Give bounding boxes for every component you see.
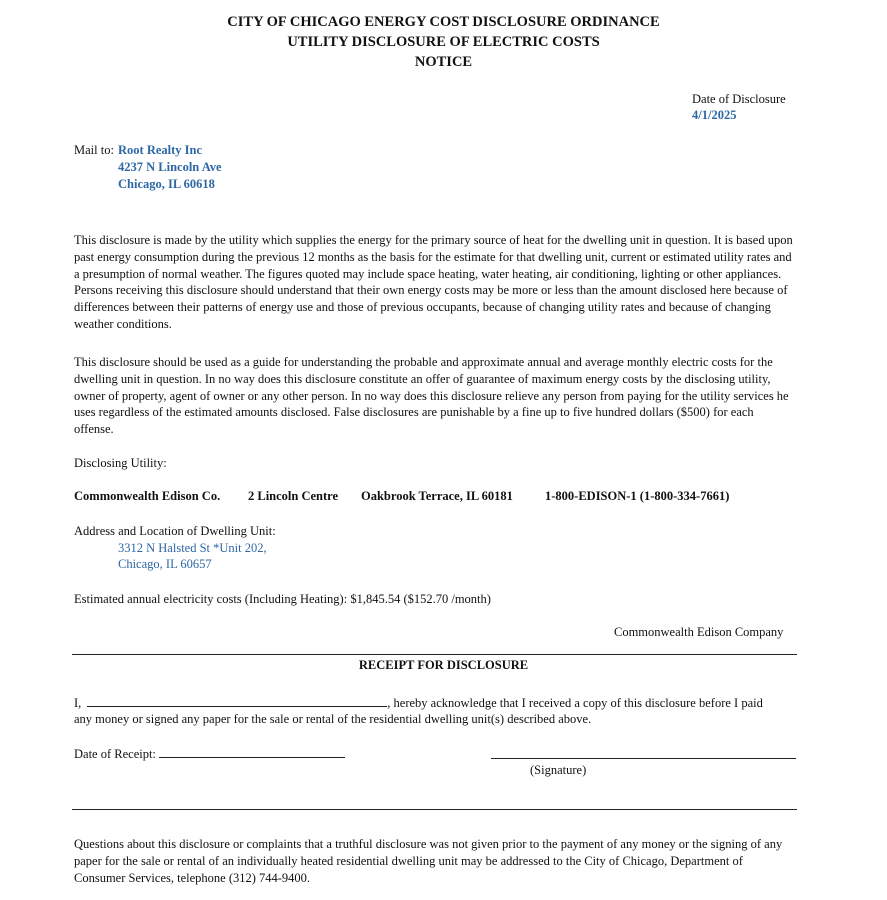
title-line-1: CITY OF CHICAGO ENERGY COST DISCLOSURE ORDINANCE — [227, 14, 660, 30]
section-divider-top — [72, 654, 797, 655]
dwelling-address-label: Address and Location of Dwelling Unit: — [74, 524, 276, 538]
date-of-receipt-line — [74, 746, 345, 762]
mail-to-street: 4237 N Lincoln Ave — [118, 160, 222, 174]
disclosing-utility-label: Disclosing Utility: — [74, 456, 167, 470]
dwelling-city: Chicago, IL 60657 — [118, 557, 212, 571]
mail-to-name: Root Realty Inc — [118, 143, 203, 157]
estimated-cost-label: Estimated annual electricity costs (Including Heating): — [74, 592, 348, 606]
signature-label: (Signature) — [530, 763, 587, 777]
date-of-receipt-label: Date of Receipt: — [74, 747, 156, 761]
utility-city: Oakbrook Terrace, IL 60181 — [361, 489, 513, 503]
date-of-receipt-blank[interactable] — [159, 746, 345, 758]
disclosure-paragraph-1: This disclosure is made by the utility which supplies the energy for the primary source of heat for the dwelling unit in question. It is based upon past energy consumption during the previous 12 months as the basis for the estimate for that dwelling unit, current or estimated utility rates and a presumption of normal weather. The figures quoted may include space heating, water heating, air conditioning, lighting or other appliances. Persons receiving this disclosure should understand that their own energy costs may be more or less than the amount disclosed here because of differences between their patterns of energy use and those of previous occupants, because of changing utility rates and because of changing weather conditions. — [74, 233, 793, 331]
mail-to-label: Mail to: — [74, 143, 114, 157]
receipt-title: RECEIPT FOR DISCLOSURE — [358, 658, 529, 672]
footer-questions-text: Questions about this disclosure or complaints that a truthful disclosure was not given prior to the payment of any money or the signing of any paper for the sale or rental of an individually heated residential dwelling unit may be addressed to the City of Chicago, Department of Consumer Services, telephone (312) 744-9400. — [74, 837, 783, 885]
disclosure-paragraph-2: This disclosure should be used as a guide for understanding the probable and approximate annual and average monthly electric costs for the dwelling unit in question. In no way does this disclosure constitute an offer of guarantee of maximum energy costs by the disclosing utility, owner of property, agent of owner or any other person. In no way does this disclosure relieve any person from paying for the utility services he uses regardless of the estimated amounts disclosed. False disclosures are punishable by a fine up to five hundred dollars ($500) for each offense. — [74, 355, 789, 437]
date-of-disclosure-label: Date of Disclosure — [692, 92, 786, 106]
acknowledgment-line-2: any money or signed any paper for the sale or rental of the residential dwelling unit(s) described above. — [74, 712, 592, 726]
title-line-3: NOTICE — [414, 54, 473, 70]
utility-name: Commonwealth Edison Co. — [74, 489, 221, 503]
date-of-disclosure-value: 4/1/2025 — [692, 108, 737, 122]
acknowledgment-text-1: , hereby acknowledge that I received a copy of this disclosure before I paid — [387, 696, 763, 710]
title-line-2: UTILITY DISCLOSURE OF ELECTRIC COSTS — [287, 34, 600, 50]
estimated-cost-value: $1,845.54 ($152.70 /month) — [350, 592, 491, 606]
i-label: I, — [74, 696, 82, 710]
section-divider-bottom — [72, 809, 797, 810]
dwelling-street: 3312 N Halsted St *Unit 202, — [118, 541, 267, 555]
acknowledgment-line-1 — [74, 695, 763, 711]
estimated-cost-line — [74, 592, 491, 607]
mail-to-city: Chicago, IL 60618 — [118, 177, 215, 191]
utility-phone: 1-800-EDISON-1 (1-800-334-7661) — [545, 489, 730, 503]
name-blank[interactable] — [87, 695, 387, 707]
signature-blank[interactable] — [491, 758, 796, 759]
utility-street: 2 Lincoln Centre — [248, 489, 339, 503]
company-signature: Commonwealth Edison Company — [614, 625, 784, 639]
